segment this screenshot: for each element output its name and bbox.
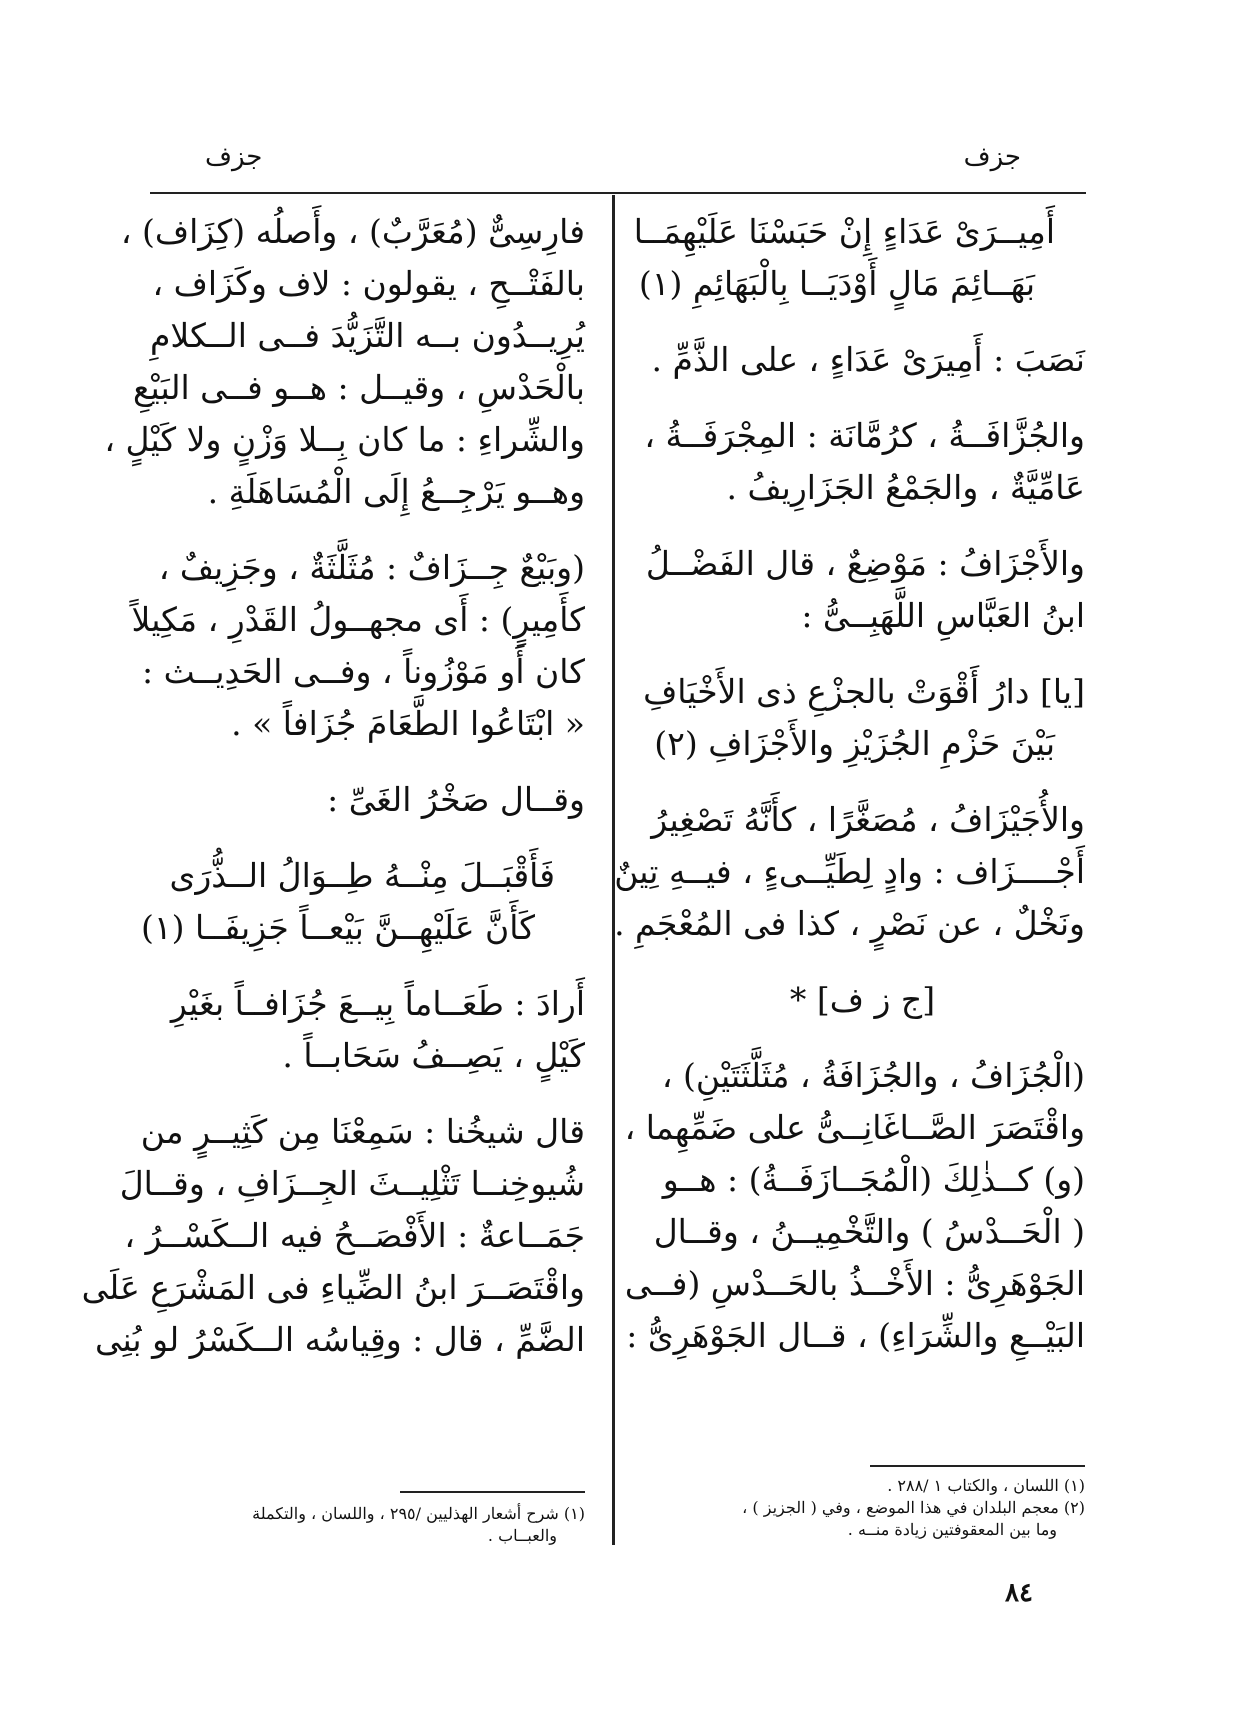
paragraph (640, 410, 1085, 514)
paragraph (614, 794, 1085, 950)
text-line: أَرادَ : طَعَــاماً بِيــعَ جُزَافــاً بغَيْرِ (170, 984, 585, 1023)
text-line: عَامِّيَّةٌ ، والجَمْعُ الجَزَارِيفُ . (726, 468, 1085, 507)
text-line: كان أَو مَوْزُوناً ، وفــى الحَدِيــث : (142, 652, 585, 691)
footnote: (١) شرح أشعار الهذليين /٢٩٥ ، واللسان ، والتكملة (252, 1504, 585, 1523)
text-line: واقْتَصَــرَ ابنُ الضِّياءِ فى المَشْرَعِ عَلَى (81, 1268, 585, 1307)
text-line: (الْجُزَافُ ، والجُزَافَةُ ، مُثَلَّثَتَيْنِ) ، (661, 1056, 1085, 1095)
page-number: ٨٤ (1005, 1578, 1033, 1608)
text-line: شُيوخِنــا تَثْلِيــثَ الجِــزَافِ ، وقــالَ (119, 1164, 585, 1203)
footnote: (١) اللسان ، والكتاب ١ /٢٨٨ . (887, 1476, 1085, 1495)
paragraph (104, 206, 585, 518)
text-line: والشِّراءِ : ما كان بِــلا وَزْنٍ ولا كَيْلٍ ، (104, 420, 585, 459)
text-line: « ابْتَاعُوا الطَّعَامَ جُزَافاً » . (231, 704, 585, 743)
footnote-rule-left (400, 1491, 585, 1493)
text-line: (و) كــذٰلِكَ (الْمُجَــازَفَــةُ) : هــو (662, 1160, 1085, 1199)
verse-block (633, 206, 1085, 310)
verse-line: أَمِيــرَىْ عَدَاءٍ إِنْ حَبَسْنَا عَلَيْهِمَــا (633, 212, 1055, 251)
text-line: ( الْحَــدْسُ ) والتَّخْمِيــنُ ، وقــال (653, 1212, 1085, 1251)
paragraph (140, 978, 585, 1082)
paragraph (640, 538, 1085, 642)
paragraph (131, 542, 585, 750)
running-header-right: جزف (963, 142, 1021, 172)
text-line: ابنُ العَبَّاسِ اللَّهَبِــىُّ : (801, 596, 1085, 635)
footnote: والعبــاب . (487, 1526, 557, 1545)
paragraph (640, 334, 1085, 386)
text-line: والأَجْزَافُ : مَوْضِعٌ ، قال الفَضْــلُ (645, 544, 1085, 583)
text-line: قال شيخُنا : سَمِعْنَا مِن كَثِيــرٍ من (140, 1112, 585, 1151)
right-column (614, 206, 1085, 1386)
left-column (81, 206, 585, 1390)
footnotes-left (140, 1503, 585, 1547)
verse-line: فَأَقْبَــلَ مِنْــهُ طِــوَالُ الــذُّرَى (169, 856, 555, 895)
text-line: وهــو يَرْجِــعُ إِلَى الْمُسَاهَلَةِ . (207, 472, 585, 511)
verse-line: بَهَــائِمَ مَالٍ أَوْدَيَــا بِالْبَهَائِمِ (١) (638, 264, 1035, 303)
paragraph (140, 774, 585, 826)
text-line: بالفَتْــحِ ، يقولون : لاف وكَزَاف ، (152, 264, 585, 303)
paragraph (624, 1050, 1085, 1362)
root-heading: [ج ز ف] * (789, 980, 936, 1019)
verse-line: [يا] دارُ أَقْوَتْ بالجزْعِ ذى الأَخْيَافِ (643, 672, 1085, 711)
text-line: ونَخْلٌ ، عن نَصْرٍ ، كذا فى المُعْجَمِ . (614, 904, 1085, 943)
verse-block (640, 666, 1085, 770)
running-header-left: جزف (205, 142, 263, 172)
text-line: كَيْلٍ ، يَصِــفُ سَحَابــاً . (282, 1036, 585, 1075)
text-line: والجُزَّافَــةُ ، كرُمَّانَة : المِجْرَفَــةُ ، (644, 416, 1085, 455)
text-line: الضَّمِّ ، قال : وقِياسُه الــكَسْرُ لو بُنِى (94, 1320, 585, 1359)
footnote-rule-right (870, 1465, 1085, 1467)
footnotes-right (640, 1475, 1085, 1541)
entry-heading (640, 974, 1085, 1026)
text-line: وقــال صَخْرُ الغَىِّ : (327, 780, 585, 819)
text-line: الجَوْهَرِىُّ : الأَخْــذُ بالحَــدْسِ (فــى (624, 1264, 1085, 1303)
verse-block (140, 850, 585, 954)
text-line: يُرِيــدُون بــه التَّزَيُّدَ فــى الــكلامِ (150, 316, 585, 355)
header-rule (150, 192, 1086, 194)
footnote: (٢) معجم البلدان في هذا الموضع ، وفي ( الجزيز ) ، (742, 1498, 1085, 1517)
text-line: نَصَبَ : أَمِيرَىْ عَدَاءٍ ، على الذَّمِّ . (651, 340, 1085, 379)
text-line: جَمَــاعةٌ : الأَفْصَــحُ فيه الــكَسْــرُ ، (124, 1216, 585, 1255)
paragraph (81, 1106, 585, 1366)
text-line: كأَمِيرٍ) : أَى مجهــولُ القَدْرِ ، مَكِيلاً (131, 600, 585, 639)
verse-line: بَيْنَ حَزْمِ الجُزَيْزِ والأَجْزَافِ (٢) (654, 724, 1055, 763)
text-line: فارِسِىٌّ (مُعَرَّبٌ) ، وأَصلُه (كِزَاف) ، (120, 212, 585, 251)
text-line: أَجْــــزَاف : وادٍ لِطَيِّــىءٍ ، فيــهِ تِينٌ (614, 852, 1085, 891)
text-line: بالْحَدْسِ ، وقيــل : هــو فــى البَيْعِ (132, 368, 585, 407)
text-line: (وبَيْعٌ جِــزَافٌ : مُثَلَّثَةٌ ، وجَزِيفٌ ، (158, 548, 585, 587)
footnote: وما بين المعقوفتين زيادة منــه . (847, 1520, 1057, 1539)
text-line: البَيْــعِ والشِّرَاءِ) ، قــال الجَوْهَرِىُّ : (626, 1316, 1085, 1355)
verse-line: كَأَنَّ عَلَيْهِــنَّ بَيْعــاً جَزِيفَــا (١) (140, 908, 535, 947)
text-line: والأُجَيْزَافُ ، مُصَغَّرًا ، كأَنَّهُ تَصْغِيرُ (651, 800, 1085, 839)
text-line: واقْتَصَرَ الصَّــاغَانِــىُّ على ضَمِّهِما ، (624, 1108, 1085, 1147)
